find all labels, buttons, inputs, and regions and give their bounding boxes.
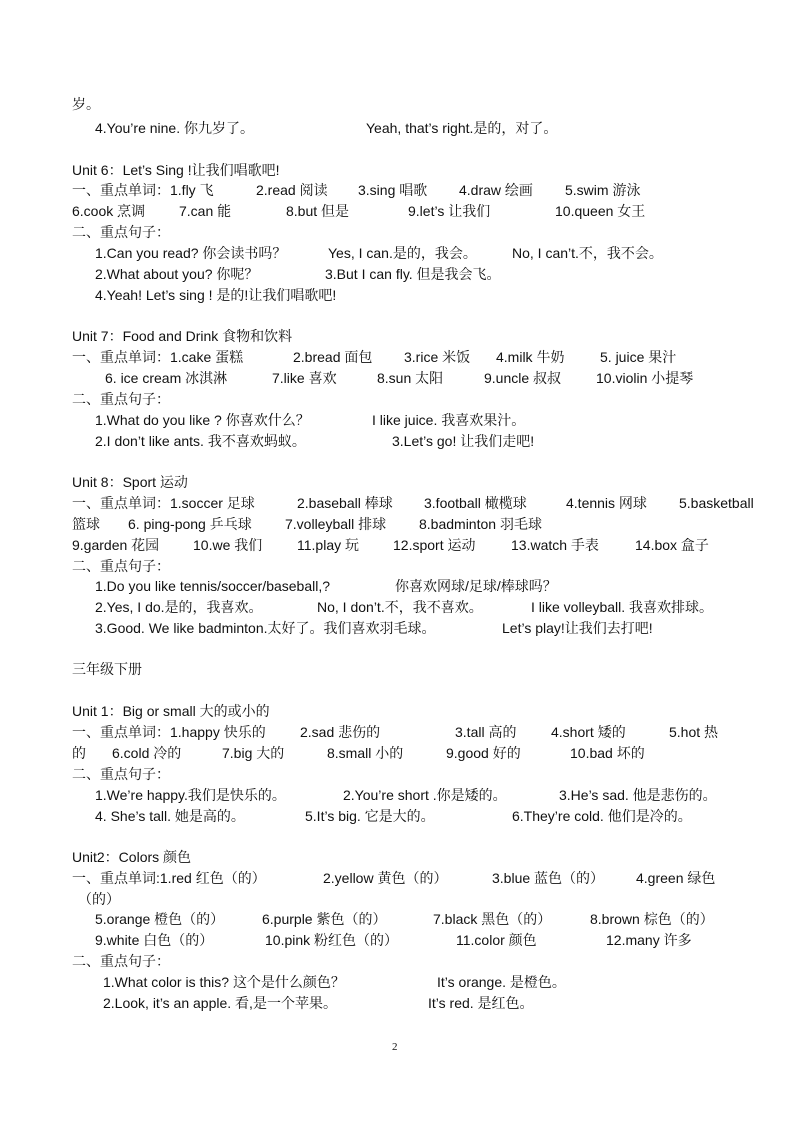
text-segment: 11.play 玩	[297, 537, 359, 553]
text-segment: 3.tall 高的	[455, 724, 517, 740]
text-segment: 13.watch 手表	[511, 537, 599, 553]
text-segment: It’s red. 是红色。	[428, 995, 534, 1011]
text-segment: 4.You’re nine. 你九岁了。	[95, 120, 254, 136]
text-segment: 3.football 橄榄球	[424, 495, 527, 511]
text-segment: I like juice. 我喜欢果汁。	[372, 412, 526, 428]
text-segment: 7.can 能	[179, 203, 232, 219]
text-segment: 二、重点句子：	[72, 766, 170, 782]
text-segment: 3.rice 米饭	[404, 349, 471, 365]
text-segment: 8.small 小的	[327, 745, 404, 761]
text-segment: 5.swim 游泳	[565, 182, 641, 198]
text-segment: 4. She’s tall. 她是高的。	[95, 808, 245, 824]
text-segment: 6. ice cream 冰淇淋	[105, 370, 228, 386]
text-segment: 9.let’s 让我们	[408, 203, 491, 219]
text-segment: Yes, I can.是的，我会。	[328, 245, 477, 261]
text-segment: 4.short 矮的	[551, 724, 626, 740]
text-segment: 三年级下册	[72, 661, 142, 677]
text-segment: 2.baseball 棒球	[297, 495, 393, 511]
text-segment: （的）	[78, 891, 120, 907]
text-segment: 6.They’re cold. 他们是冷的。	[512, 808, 692, 824]
text-segment: 1.What color is this? 这个是什么颜色？	[103, 974, 345, 990]
text-segment: 8.brown 棕色（的）	[590, 911, 714, 927]
text-segment: 7.like 喜欢	[272, 370, 337, 386]
text-segment: 2.yellow 黄色（的）	[323, 870, 448, 886]
text-segment: 2.I don’t like ants. 我不喜欢蚂蚁。	[95, 433, 306, 449]
text-segment: 1.Do you like tennis/soccer/baseball,?	[95, 578, 331, 594]
text-segment: 8.badminton 羽毛球	[419, 516, 542, 532]
text-segment: Unit 7：Food and Drink 食物和饮料	[72, 328, 293, 344]
text-segment: 8.but 但是	[286, 203, 350, 219]
text-segment: 5.It’s big. 它是大的。	[305, 808, 435, 824]
text-segment: 8.sun 太阳	[377, 370, 444, 386]
text-segment: 10.we 我们	[193, 537, 263, 553]
text-segment: 9.garden 花园	[72, 537, 160, 553]
text-segment: 一、重点单词：1.cake 蛋糕	[72, 349, 244, 365]
text-segment: 5.hot 热	[669, 724, 719, 740]
text-segment: 3.Good. We like badminton.太好了。我们喜欢羽毛球。	[95, 620, 436, 636]
text-segment: 2.Yes, I do.是的，我喜欢。	[95, 599, 263, 615]
text-segment: 一、重点单词：1.soccer 足球	[72, 495, 255, 511]
text-segment: 一、重点单词：1.happy 快乐的	[72, 724, 266, 740]
text-segment: 4.green 绿色	[636, 870, 716, 886]
text-segment: 1.Can you read? 你会读书吗？	[95, 245, 287, 261]
text-segment: 6.cold 冷的	[112, 745, 182, 761]
text-segment: 一、重点单词：1.fly 飞	[72, 182, 214, 198]
text-segment: Unit 6：Let’s Sing !让我们唱歌吧!	[72, 162, 280, 178]
text-segment: 2.read 阅读	[256, 182, 328, 198]
text-segment: 5.orange 橙色（的）	[95, 911, 225, 927]
text-segment: 4.Yeah! Let’s sing ! 是的!让我们唱歌吧!	[95, 287, 337, 303]
text-segment: Unit 8：Sport 运动	[72, 474, 188, 490]
text-segment: Unit2：Colors 颜色	[72, 849, 192, 865]
text-segment: 7.volleyball 排球	[285, 516, 387, 532]
page-number: 2	[392, 1041, 398, 1053]
text-segment: 3.blue 蓝色（的）	[492, 870, 605, 886]
text-segment: 的	[72, 745, 86, 761]
text-segment: 5. juice 果汁	[600, 349, 677, 365]
text-segment: I like volleyball. 我喜欢排球。	[531, 599, 714, 615]
text-segment: 6.cook 烹调	[72, 203, 146, 219]
text-segment: 6.purple 紫色（的）	[262, 911, 387, 927]
text-segment: 2.You’re short .你是矮的。	[343, 787, 507, 803]
text-segment: 12.sport 运动	[393, 537, 476, 553]
text-segment: 岁。	[72, 96, 100, 112]
text-segment: 2.What about you? 你呢？	[95, 266, 259, 282]
text-segment: 9.white 白色（的）	[95, 932, 214, 948]
text-segment: 二、重点句子：	[72, 558, 170, 574]
text-segment: 1.What do you like ? 你喜欢什么？	[95, 412, 310, 428]
text-segment: No, I don’t.不，我不喜欢。	[317, 599, 483, 615]
text-segment: 二、重点句子：	[72, 953, 170, 969]
text-segment: 2.sad 悲伤的	[300, 724, 381, 740]
text-segment: 二、重点句子：	[72, 224, 170, 240]
text-segment: 3.Let’s go! 让我们走吧!	[392, 433, 535, 449]
text-segment: 10.bad 坏的	[570, 745, 645, 761]
text-segment: 11.color 颜色	[456, 932, 537, 948]
text-segment: 5.basketball	[679, 495, 754, 511]
text-segment: 你喜欢网球/足球/棒球吗？	[395, 578, 557, 594]
text-segment: 10.pink 粉红色（的）	[265, 932, 399, 948]
text-segment: Unit 1：Big or small 大的或小的	[72, 703, 270, 719]
text-segment: 篮球	[72, 516, 100, 532]
text-segment: 9.good 好的	[446, 745, 521, 761]
text-segment: 3.But I can fly. 但是我会飞。	[325, 266, 501, 282]
text-segment: 10.queen 女王	[555, 203, 646, 219]
text-segment: 4.draw 绘画	[459, 182, 533, 198]
text-segment: 12.many 许多	[606, 932, 692, 948]
text-segment: 3.He’s sad. 他是悲伤的。	[559, 787, 717, 803]
text-segment: Let’s play!让我们去打吧!	[502, 620, 653, 636]
text-segment: No, I can’t.不，我不会。	[512, 245, 663, 261]
text-segment: 6. ping-pong 乒乓球	[128, 516, 252, 532]
text-segment: 4.tennis 网球	[566, 495, 647, 511]
text-segment: 9.uncle 叔叔	[484, 370, 562, 386]
text-segment: 2.Look, it’s an apple. 看,是一个苹果。	[103, 995, 337, 1011]
text-segment: 3.sing 唱歌	[358, 182, 428, 198]
text-segment: 4.milk 牛奶	[496, 349, 565, 365]
text-segment: 1.We’re happy.我们是快乐的。	[95, 787, 286, 803]
text-segment: 10.violin 小提琴	[596, 370, 694, 386]
text-segment: It’s orange. 是橙色。	[437, 974, 566, 990]
text-segment: 一、重点单词:1.red 红色（的）	[72, 870, 266, 886]
text-segment: 7.big 大的	[222, 745, 285, 761]
text-segment: Yeah, that’s right.是的，对了。	[366, 120, 558, 136]
text-segment: 14.box 盒子	[635, 537, 709, 553]
text-segment: 二、重点句子：	[72, 391, 170, 407]
text-segment: 7.black 黑色（的）	[433, 911, 552, 927]
text-segment: 2.bread 面包	[293, 349, 373, 365]
